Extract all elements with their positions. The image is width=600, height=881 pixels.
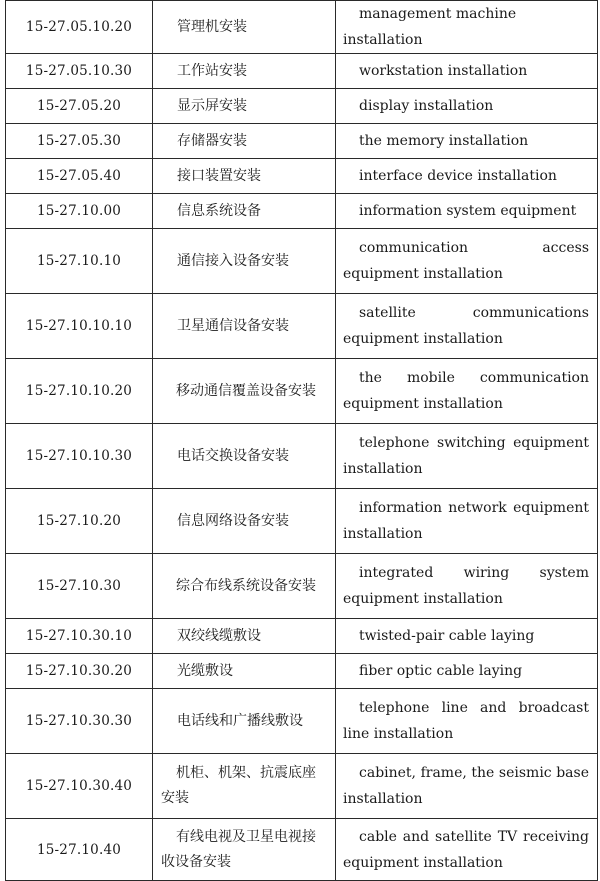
english-term-cell bbox=[336, 229, 598, 294]
english-term: management machine installation bbox=[343, 6, 517, 48]
english-term: twisted-pair cable laying bbox=[359, 628, 535, 644]
table-row bbox=[6, 1, 598, 54]
chinese-term: 电话交换设备安装 bbox=[177, 447, 289, 464]
english-term: integrated wiring system equipment installation bbox=[343, 565, 589, 607]
table-row bbox=[6, 554, 598, 619]
code-cell: 15-27.10.10.30 bbox=[6, 424, 153, 489]
code-cell: 15-27.05.10.30 bbox=[6, 54, 153, 89]
english-term-cell bbox=[336, 619, 598, 654]
code-cell: 15-27.10.10 bbox=[6, 229, 153, 294]
english-term-cell bbox=[336, 294, 598, 359]
chinese-term-cell bbox=[153, 754, 336, 819]
chinese-term: 管理机安装 bbox=[177, 18, 247, 35]
code-cell: 15-27.05.10.20 bbox=[6, 1, 153, 54]
english-term-cell bbox=[336, 1, 598, 54]
english-term-cell bbox=[336, 424, 598, 489]
english-term-cell bbox=[336, 819, 598, 881]
table-row bbox=[6, 89, 598, 124]
code-cell: 15-27.10.10.20 bbox=[6, 359, 153, 424]
chinese-term: 电话线和广播线敷设 bbox=[177, 712, 303, 729]
english-term-cell bbox=[336, 124, 598, 159]
english-term: telephone switching equipment installation bbox=[343, 435, 589, 477]
table-row bbox=[6, 54, 598, 89]
chinese-term: 接口装置安装 bbox=[177, 167, 261, 184]
chinese-term-cell bbox=[153, 554, 336, 619]
table-row bbox=[6, 159, 598, 194]
chinese-term: 通信接入设备安装 bbox=[177, 252, 289, 269]
english-term: communication access equipment installation bbox=[343, 240, 589, 282]
code-cell: 15-27.10.00 bbox=[6, 194, 153, 229]
code-cell: 15-27.10.30.20 bbox=[6, 654, 153, 689]
chinese-term: 有线电视及卫星电视接收设备安装 bbox=[161, 828, 316, 870]
chinese-term-cell bbox=[153, 689, 336, 754]
chinese-term-cell bbox=[153, 294, 336, 359]
chinese-term: 卫星通信设备安装 bbox=[177, 317, 289, 334]
chinese-term-cell bbox=[153, 819, 336, 881]
english-term-cell bbox=[336, 554, 598, 619]
english-term: telephone line and broadcast line installation bbox=[343, 700, 589, 742]
code-cell: 15-27.10.30.10 bbox=[6, 619, 153, 654]
chinese-term-cell bbox=[153, 359, 336, 424]
code-cell: 15-27.10.10.10 bbox=[6, 294, 153, 359]
english-term-cell bbox=[336, 489, 598, 554]
table-row bbox=[6, 819, 598, 881]
english-term-cell bbox=[336, 689, 598, 754]
chinese-term: 光缆敷设 bbox=[177, 662, 233, 679]
english-term: display installation bbox=[359, 98, 494, 114]
chinese-term: 存储器安装 bbox=[177, 132, 247, 149]
code-cell: 15-27.05.20 bbox=[6, 89, 153, 124]
chinese-term-cell bbox=[153, 229, 336, 294]
english-term: cabinet, frame, the seismic base installation bbox=[343, 765, 589, 807]
code-cell: 15-27.05.30 bbox=[6, 124, 153, 159]
english-term: the mobile communication equipment installation bbox=[343, 370, 589, 412]
english-term-cell bbox=[336, 654, 598, 689]
code-cell: 15-27.05.40 bbox=[6, 159, 153, 194]
table-row bbox=[6, 194, 598, 229]
chinese-term-cell bbox=[153, 89, 336, 124]
chinese-term-cell bbox=[153, 124, 336, 159]
english-term-cell bbox=[336, 359, 598, 424]
english-term: fiber optic cable laying bbox=[359, 663, 523, 679]
table-row bbox=[6, 619, 598, 654]
chinese-term: 工作站安装 bbox=[177, 62, 247, 79]
english-term: the memory installation bbox=[359, 133, 529, 149]
chinese-term: 显示屏安装 bbox=[177, 97, 247, 114]
code-cell: 15-27.10.30.40 bbox=[6, 754, 153, 819]
table-row bbox=[6, 754, 598, 819]
chinese-term-cell bbox=[153, 424, 336, 489]
chinese-term: 信息系统设备 bbox=[177, 202, 261, 219]
chinese-term-cell bbox=[153, 489, 336, 554]
table-row bbox=[6, 689, 598, 754]
chinese-term-cell bbox=[153, 159, 336, 194]
english-term: information network equipment installation bbox=[343, 500, 589, 542]
english-term-cell bbox=[336, 194, 598, 229]
english-term-cell bbox=[336, 54, 598, 89]
table-row bbox=[6, 654, 598, 689]
english-term: satellite communications equipment installation bbox=[343, 305, 589, 347]
table-row bbox=[6, 229, 598, 294]
code-cell: 15-27.10.30 bbox=[6, 554, 153, 619]
chinese-term-cell bbox=[153, 654, 336, 689]
english-term-cell bbox=[336, 159, 598, 194]
chinese-term: 综合布线系统设备安装 bbox=[176, 577, 316, 594]
chinese-term-cell bbox=[153, 54, 336, 89]
table-row bbox=[6, 124, 598, 159]
english-term: information system equipment bbox=[359, 203, 577, 219]
chinese-term: 双绞线缆敷设 bbox=[177, 627, 261, 644]
chinese-term: 信息网络设备安装 bbox=[177, 512, 289, 529]
table-row bbox=[6, 359, 598, 424]
table-row bbox=[6, 294, 598, 359]
chinese-term-cell bbox=[153, 619, 336, 654]
code-cell: 15-27.10.20 bbox=[6, 489, 153, 554]
table-row bbox=[6, 424, 598, 489]
english-term-cell bbox=[336, 754, 598, 819]
english-term-cell bbox=[336, 89, 598, 124]
english-term: interface device installation bbox=[359, 168, 557, 184]
code-cell: 15-27.10.30.30 bbox=[6, 689, 153, 754]
english-term: cable and satellite TV receiving equipment installation bbox=[343, 828, 589, 871]
terminology-table bbox=[5, 0, 598, 881]
chinese-term-cell bbox=[153, 194, 336, 229]
table-row bbox=[6, 489, 598, 554]
code-cell: 15-27.10.40 bbox=[6, 819, 153, 881]
chinese-term: 机柜、机架、抗震底座安装 bbox=[161, 765, 316, 806]
english-term: workstation installation bbox=[359, 63, 528, 79]
chinese-term: 移动通信覆盖设备安装 bbox=[176, 382, 316, 399]
chinese-term-cell bbox=[153, 1, 336, 54]
